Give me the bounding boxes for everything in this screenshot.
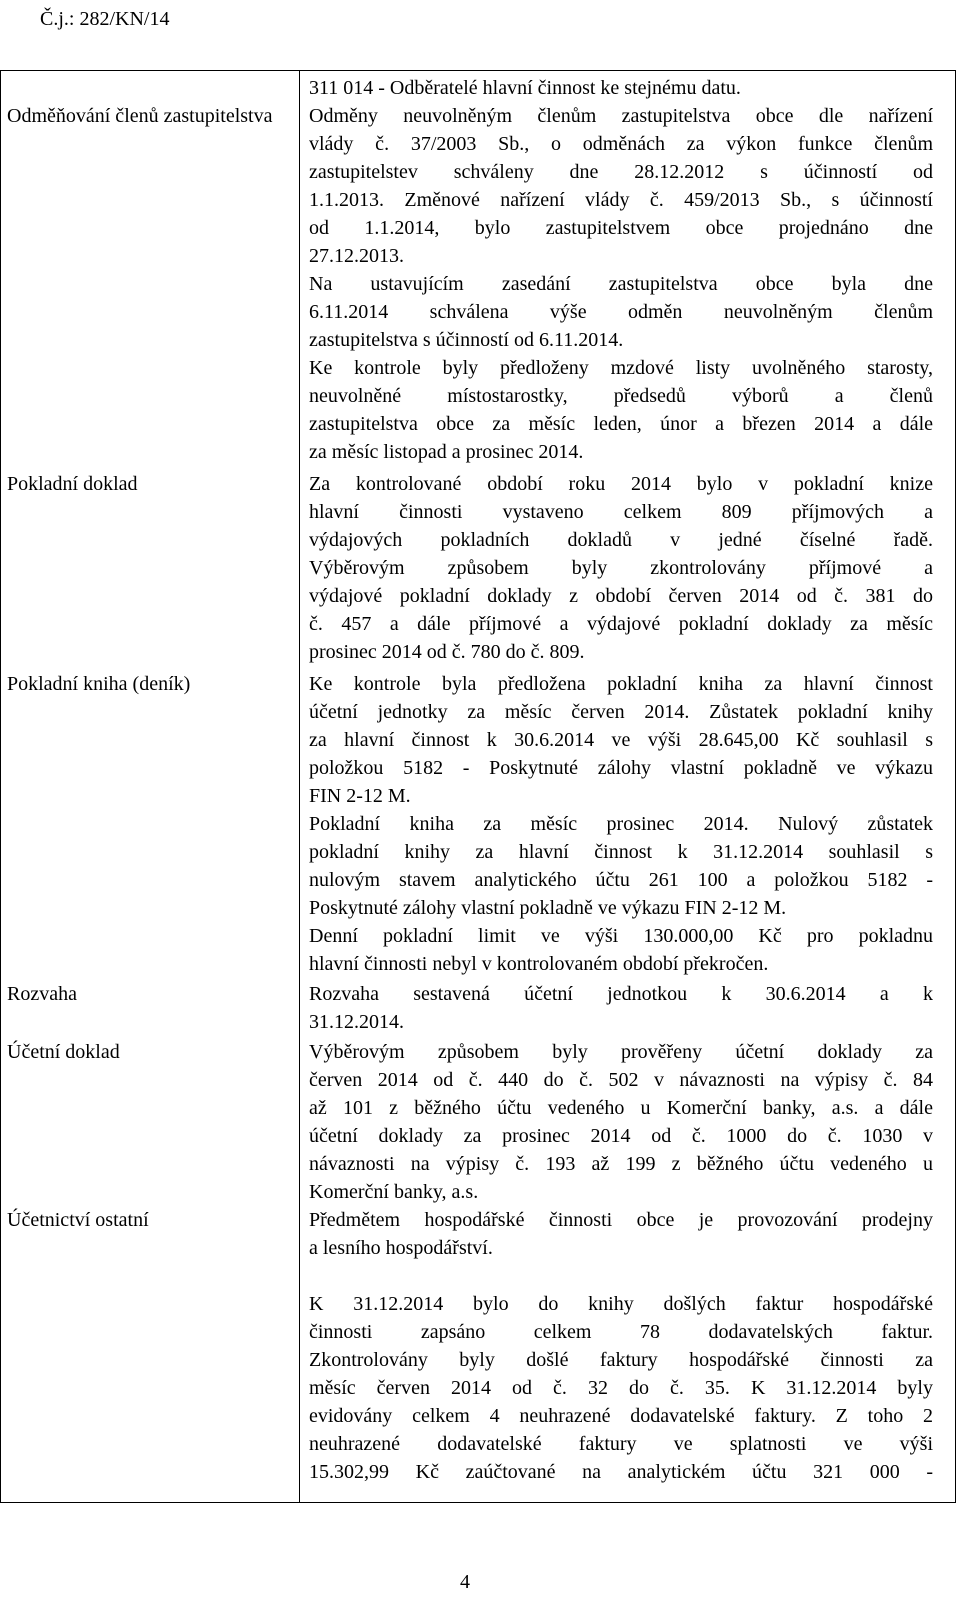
text-line: nulovým stavem analytického účtu 261 100 a položkou 5182 - [309, 869, 933, 891]
text-line: výdajové pokladní doklady z období červen 2014 od č. 381 do [309, 585, 933, 607]
column-divider [299, 70, 300, 1503]
text-line: návaznosti na výpisy č. 193 až 199 z běžného účtu vedeného u [309, 1153, 933, 1175]
text-line: Komerční banky, a.s. [309, 1181, 479, 1203]
label-rozvaha: Rozvaha [7, 983, 77, 1005]
text-line: neuhrazené dodavatelské faktury ve splatnosti ve výši [309, 1433, 933, 1455]
label-ucetni-doklad: Účetní doklad [7, 1041, 120, 1063]
text-line: činnosti zapsáno celkem 78 dodavatelských faktur. [309, 1321, 933, 1343]
text-line: účetní jednotky za měsíc červen 2014. Zůstatek pokladní knihy [309, 701, 933, 723]
text-line: zastupitelstva s účinností od 6.11.2014. [309, 329, 624, 351]
text-line: Ke kontrole byly předloženy mzdové listy uvolněného starosty, [309, 357, 933, 379]
text-line: červen 2014 od č. 440 do č. 502 v návaznosti na výpisy č. 84 [309, 1069, 933, 1091]
text-ucetni-doklad [309, 1038, 933, 1206]
blank-line [309, 1262, 933, 1290]
text-line: zastupitelstva obce za měsíc leden, únor a březen 2014 a dále [309, 413, 933, 435]
text-line: 6.11.2014 schválena výše odměn neuvolněným členům [309, 301, 933, 323]
text-line: hlavní činnosti nebyl v kontrolovaném období překročen. [309, 953, 769, 975]
page-number: 4 [460, 1571, 470, 1593]
text-line: 15.302,99 Kč zaúčtované na analytickém účtu 321 000 - [309, 1461, 933, 1483]
text-ucetnictvi-ostatni [309, 1206, 933, 1486]
label-odmenovani: Odměňování členů zastupitelstva [7, 105, 273, 127]
label-ucetnictvi-ostatni: Účetnictví ostatní [7, 1209, 149, 1231]
text-line: prosinec 2014 od č. 780 do č. 809. [309, 641, 585, 663]
text-line: až 101 z běžného účtu vedeného u Komerční banky, a.s. a dále [309, 1097, 933, 1119]
text-pokladni-kniha [309, 670, 933, 978]
text-line: Poskytnuté zálohy vlastní pokladně ve výkazu FIN 2-12 M. [309, 897, 787, 919]
text-line: položkou 5182 - Poskytnuté zálohy vlastní pokladně ve výkazu [309, 757, 933, 779]
document-reference-number: Č.j.: 282/KN/14 [40, 8, 170, 30]
text-line: účetní doklady za prosinec 2014 od č. 1000 do č. 1030 v [309, 1125, 933, 1147]
text-line: Zkontrolovány byly došlé faktury hospodářské činnosti za [309, 1349, 933, 1371]
text-rozvaha [309, 980, 933, 1036]
text-line: 311 014 - Odběratelé hlavní činnost ke stejnému datu. [309, 77, 741, 99]
text-line: vlády č. 37/2003 Sb., o odměnách za výkon funkce členům [309, 133, 933, 155]
text-line: Rozvaha sestavená účetní jednotkou k 30.6.2014 a k [309, 983, 933, 1005]
text-line: od 1.1.2014, bylo zastupitelstvem obce projednáno dne [309, 217, 933, 239]
text-line: Ke kontrole byla předložena pokladní kniha za hlavní činnost [309, 673, 933, 695]
text-line: výdajových pokladních dokladů v jedné číselné řadě. [309, 529, 933, 551]
text-pokladni-doklad [309, 470, 933, 666]
text-line: měsíc červen 2014 od č. 32 do č. 35. K 31.12.2014 byly [309, 1377, 933, 1399]
text-line: zastupitelstev schváleny dne 28.12.2012 s účinností od [309, 161, 933, 183]
text-line: neuvolněné místostarostky, předsedů výborů a členů [309, 385, 933, 407]
text-line: hlavní činnosti vystaveno celkem 809 příjmových a [309, 501, 933, 523]
text-line: evidovány celkem 4 neuhrazené dodavatelské faktury. Z toho 2 [309, 1405, 933, 1427]
text-line: Výběrovým způsobem byly zkontrolovány příjmové a [309, 557, 933, 579]
text-odmenovani [309, 102, 933, 466]
text-line: Pokladní kniha za měsíc prosinec 2014. Nulový zůstatek [309, 813, 933, 835]
label-pokladni-doklad: Pokladní doklad [7, 473, 138, 495]
text-line: za měsíc listopad a prosinec 2014. [309, 441, 584, 463]
text-line: č. 457 a dále příjmové a výdajové pokladní doklady za měsíc [309, 613, 933, 635]
text-line: Odměny neuvolněným členům zastupitelstva obce dle nařízení [309, 105, 933, 127]
text-line: a lesního hospodářství. [309, 1237, 493, 1259]
label-pokladni-kniha: Pokladní kniha (deník) [7, 673, 191, 695]
text-line: pokladní knihy za hlavní činnost k 31.12.2014 souhlasil s [309, 841, 933, 863]
text-line: 31.12.2014. [309, 1011, 404, 1033]
text-line: Na ustavujícím zasedání zastupitelstva obce byla dne [309, 273, 933, 295]
text-line: K 31.12.2014 bylo do knihy došlých faktur hospodářské [309, 1293, 933, 1315]
text-line: za hlavní činnost k 30.6.2014 ve výši 28.645,00 Kč souhlasil s [309, 729, 933, 751]
text-line: FIN 2-12 M. [309, 785, 411, 807]
text-line: 27.12.2013. [309, 245, 404, 267]
text-line: Denní pokladní limit ve výši 130.000,00 Kč pro pokladnu [309, 925, 933, 947]
text-line: Výběrovým způsobem byly prověřeny účetní doklady za [309, 1041, 933, 1063]
text-line: Předmětem hospodářské činnosti obce je provozování prodejny [309, 1209, 933, 1231]
text-line: 1.1.2013. Změnové nařízení vlády č. 459/2013 Sb., s účinností [309, 189, 933, 211]
text-line: Za kontrolované období roku 2014 bylo v pokladní knize [309, 473, 933, 495]
row-continuation-text [309, 74, 933, 102]
